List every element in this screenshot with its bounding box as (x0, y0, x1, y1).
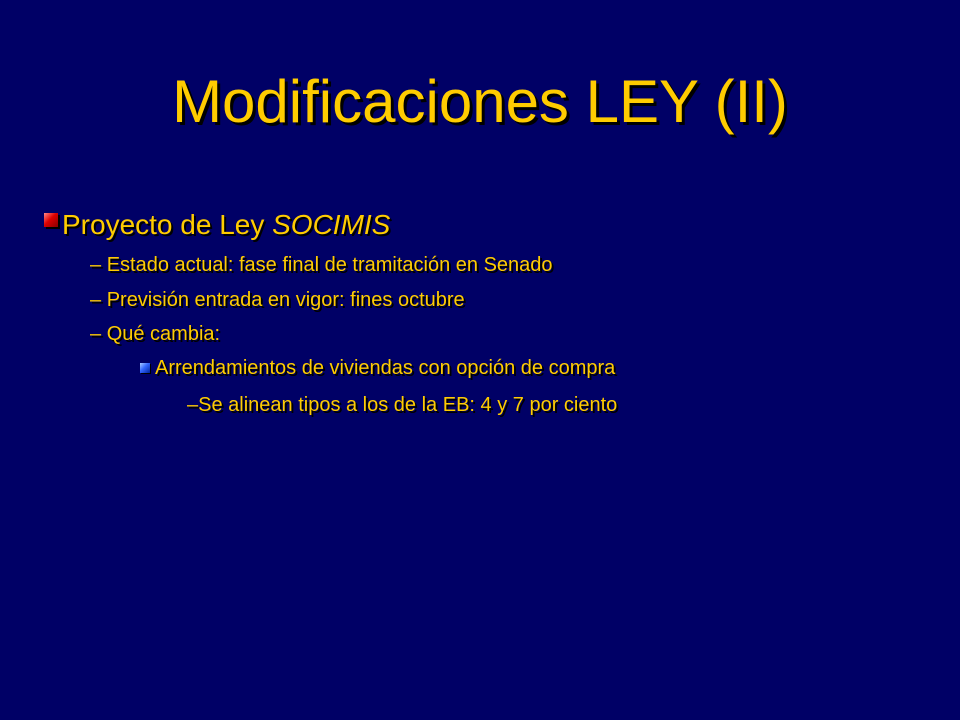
sub-item-estado (90, 253, 553, 277)
bullet-level3: Arrendamientos de viviendas con opción de compra (155, 357, 616, 379)
sub-item-text: Estado actual: fase final de tramitación en Senado (106, 254, 553, 276)
dash: – (90, 289, 107, 311)
dash: – (90, 254, 107, 276)
sub-item-text: Previsión entrada en vigor: fines octubre (106, 289, 465, 311)
bullet-level1-text: Proyecto de Ley (62, 209, 273, 240)
blue-square-bullet-icon (140, 363, 150, 373)
sub-item-que-cambia (90, 322, 220, 346)
bullet-level1-italic: SOCIMIS (272, 209, 391, 240)
bullet-level4-text: Se alinean tipos a los de la EB: 4 y 7 por ciento (198, 394, 618, 416)
slide-title: Modificaciones LEY (II) (172, 68, 788, 135)
dash: – (187, 394, 199, 416)
sub-item-text: Qué cambia: (106, 323, 221, 345)
sub-item-prevision (90, 288, 465, 312)
bullet-level4 (187, 393, 617, 417)
red-square-bullet-icon (44, 213, 58, 227)
dash: – (90, 323, 107, 345)
bullet-level1 (62, 208, 390, 242)
